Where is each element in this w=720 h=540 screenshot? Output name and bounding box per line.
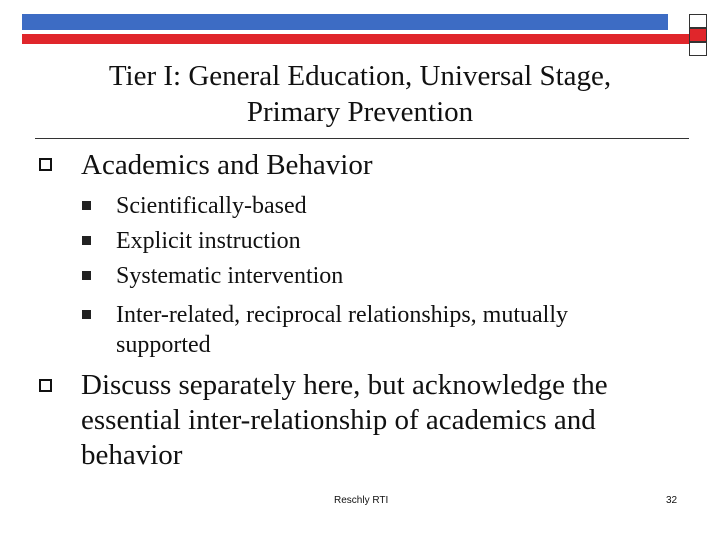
slide-title bbox=[0, 58, 720, 130]
header-red-bar bbox=[22, 34, 689, 44]
slide-number: 32 bbox=[666, 495, 678, 506]
hollow-square-bullet-icon bbox=[39, 379, 52, 392]
bullet-text-line-1: Discuss separately here, but acknowledge the bbox=[81, 369, 608, 401]
header-blue-bar bbox=[22, 14, 668, 30]
filled-square-bullet-icon bbox=[82, 201, 91, 210]
footer-presenter: Reschly RTI bbox=[334, 495, 389, 506]
slide-title-line-1: Tier I: General Education, Universal Stage, bbox=[108, 60, 612, 92]
slide-title-line-2: Primary Prevention bbox=[246, 96, 474, 128]
sub-bullet-text: Systematic intervention bbox=[116, 263, 344, 289]
hollow-square-bullet-icon bbox=[39, 158, 52, 171]
bullet-text-line-3: behavior bbox=[81, 439, 183, 471]
title-divider bbox=[35, 138, 689, 139]
sub-bullet-text-continued: supported bbox=[116, 332, 211, 358]
sub-bullet-text: Inter-related, reciprocal relationships, mutually bbox=[116, 302, 569, 328]
sub-bullet-text: Explicit instruction bbox=[116, 228, 301, 254]
header-square bbox=[689, 14, 707, 28]
header-square bbox=[689, 42, 707, 56]
filled-square-bullet-icon bbox=[82, 236, 91, 245]
bullet-text-line-2: essential inter-relationship of academics and bbox=[81, 404, 596, 436]
filled-square-bullet-icon bbox=[82, 271, 91, 280]
header-square-red bbox=[689, 28, 707, 42]
sub-bullet-text: Scientifically-based bbox=[116, 193, 307, 219]
filled-square-bullet-icon bbox=[82, 310, 91, 319]
bullet-text: Academics and Behavior bbox=[81, 149, 373, 181]
